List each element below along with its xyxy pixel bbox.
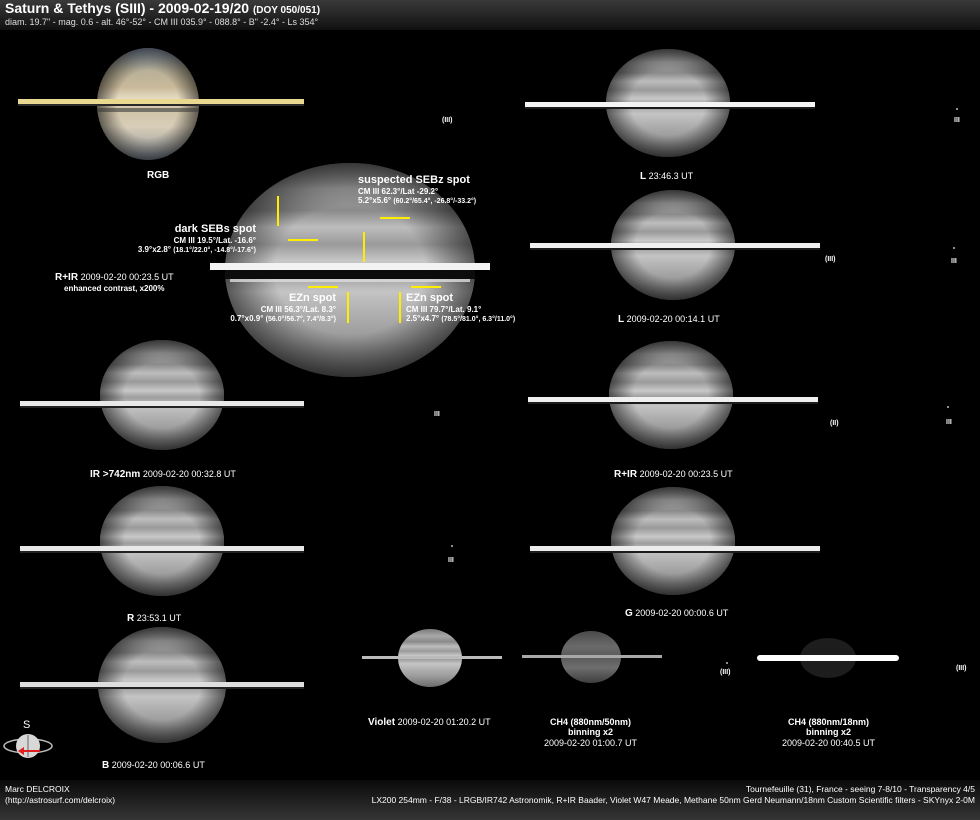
moon-label: III	[954, 117, 960, 124]
label-l2: L 2009-02-20 00:14.1 UT	[618, 314, 720, 325]
footer-location: Tournefeuille (31), France - seeing 7-8/10 - Transparency 4/5	[745, 784, 975, 794]
orientation-icon	[4, 734, 52, 758]
label-l1: L 23:46.3 UT	[640, 171, 694, 182]
annotation-ezn-2: EZn spot CM III 79.7°/Lat. 9.1° 2.5°x4.7° (78.5°/81.0°, 6.3°/11.0°)	[406, 292, 516, 323]
planet-ir	[20, 340, 304, 450]
planet-ch4-18nm	[757, 638, 899, 678]
label-b: B 2009-02-20 00:06.6 UT	[102, 760, 205, 771]
ch4b-filter: CH4 (880nm/18nm)	[787, 717, 870, 727]
annotation-sebz: suspected SEBz spot CM III 62.3°/Lat -29.2° 5.2°x5.6° (60.2°/65.4°, -26.8°/-33.2°)	[358, 174, 477, 205]
ch4a-time: 2009-02-20 01:00.7 UT	[543, 737, 638, 748]
footer-author: Marc DELCROIX	[5, 784, 70, 794]
planet-ch4-50nm	[522, 631, 662, 683]
moon-label: (III)	[825, 256, 836, 263]
moon-label: III	[946, 419, 952, 426]
label-ir: IR >742nm 2009-02-20 00:32.8 UT	[90, 469, 236, 480]
label-rir: R+IR 2009-02-20 00:23.5 UT	[614, 469, 733, 480]
label-main-note: enhanced contrast, x200%	[64, 284, 165, 293]
ch4a-filter: CH4 (880nm/50nm)	[549, 717, 632, 727]
ch4b-binning: binning x2	[806, 727, 851, 738]
annotation-sebs: dark SEBs spot CM III 19.5°/Lat. -16.6° 3.9°x2.8° (18.1°/22.0°, -14.8°/-17.6°)	[137, 223, 256, 254]
planet-rgb	[18, 48, 304, 160]
label-g: G 2009-02-20 00:00.6 UT	[625, 608, 729, 619]
label-violet: Violet 2009-02-20 01:20.2 UT	[368, 717, 491, 728]
label-ch4-50nm	[543, 717, 638, 748]
label-rgb: RGB	[147, 170, 170, 181]
planet-b	[20, 627, 304, 743]
planet-r	[20, 486, 304, 596]
annotation-ezn-1: EZn spot CM III 56.3°/Lat. 8.3° 0.7°x0.9° (56.0°/56.7°, 7.4°/8.3°)	[230, 292, 336, 323]
planet-l2	[530, 190, 820, 300]
ch4a-binning: binning x2	[568, 727, 613, 738]
ch4b-time: 2009-02-20 00:40.5 UT	[781, 737, 876, 748]
planet-g	[530, 487, 820, 595]
label-ch4-18nm	[780, 717, 877, 748]
plate-subtitle: diam. 19.7" - mag. 0.6 - alt. 46°-52° - CM III 035.9° - 088.8° - B" -2.4° - Ls 354°	[5, 17, 319, 27]
moon-label: III	[951, 258, 957, 265]
moon-label: (III)	[956, 665, 967, 672]
label-r: R 23:53.1 UT	[127, 613, 182, 624]
moon-label: III	[434, 411, 440, 418]
moon-label: (III)	[442, 117, 453, 124]
footer-url: (http://astrosurf.com/delcroix)	[5, 795, 116, 805]
label-main: R+IR 2009-02-20 00:23.5 UT	[55, 272, 174, 283]
moon-label: III	[448, 557, 454, 564]
planet-l1	[525, 49, 815, 157]
moon-label: (II)	[830, 420, 839, 427]
footer-equipment: LX200 254mm - F/38 - LRGB/IR742 Astronomik, R+IR Baader, Violet W47 Meade, Methane 50nm Gerd Neumann/18nm Custom Scientific filters - SKYnyx 2-0M	[371, 795, 975, 805]
moon-label: (III)	[720, 669, 731, 676]
plate-title: Saturn & Tethys (SIII) - 2009-02-19/20 (DOY 050/051)	[5, 0, 321, 16]
orientation-label: S	[23, 719, 31, 731]
planet-rir	[528, 341, 818, 449]
planet-violet	[362, 629, 502, 687]
doy-label: (DOY 050/051)	[252, 5, 321, 16]
